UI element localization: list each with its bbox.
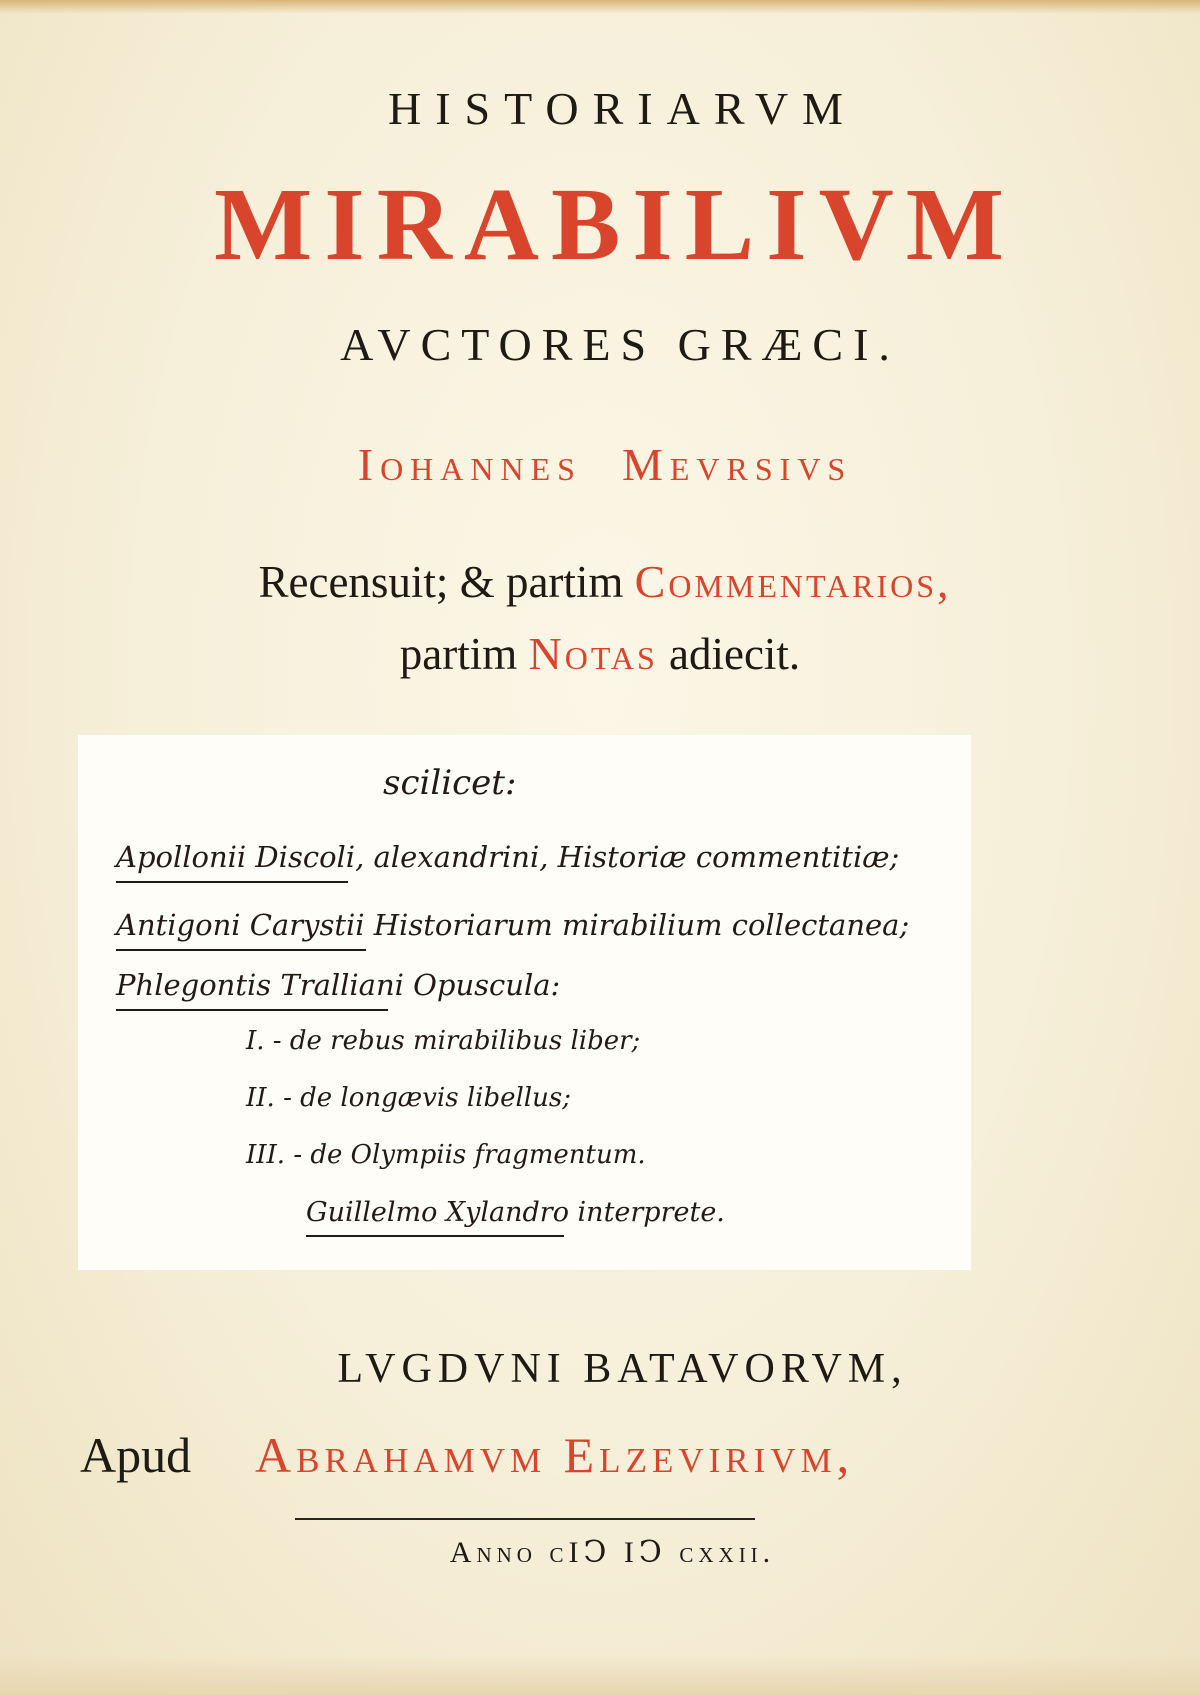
- handwritten-slip: [78, 735, 971, 1270]
- imprint-publisher: Abrahamvm Elzevirivm,: [255, 1427, 855, 1483]
- description-text-recensuit: Recensuit; & partim: [258, 557, 624, 607]
- imprint-year: Anno cIↃ IↃ cxxii.: [449, 1536, 776, 1569]
- underline-phlegon: [116, 1009, 388, 1011]
- imprint-rule: [295, 1518, 755, 1520]
- description-line-2: [0, 627, 1200, 680]
- underline-antigonus: [116, 949, 366, 951]
- description-text-partim: partim: [399, 629, 518, 679]
- author-first-name: Iohannes: [357, 439, 582, 490]
- imprint-apud: Apud: [80, 1427, 192, 1483]
- handwritten-line-de-longaevis: II. - de longævis libellus;: [246, 1083, 571, 1113]
- title-line-mirabilium: MIRABILIVM: [214, 167, 1016, 282]
- description-text-adiecit: adiecit.: [669, 629, 801, 679]
- handwritten-line-apollonius: Apollonii Discoli, alexandrini, Historiæ commentitiæ;: [116, 840, 900, 874]
- underline-apollonius: [116, 881, 348, 883]
- underline-xylander: [306, 1235, 564, 1237]
- handwritten-line-xylander: Guillelmo Xylandro interprete.: [306, 1197, 725, 1228]
- description-line-1: [10, 555, 1200, 608]
- imprint-place: LVGDVNI BATAVORVM,: [337, 1346, 908, 1392]
- handwritten-line-antigonus: Antigoni Carystii Historiarum mirabilium collectanea;: [116, 908, 910, 942]
- description-notas: Notas: [528, 628, 658, 679]
- handwritten-line-phlegon: Phlegontis Tralliani Opuscula:: [116, 968, 561, 1002]
- title-line-historiarum: HISTORIARVM: [388, 83, 857, 134]
- handwritten-line-de-rebus: I. - de rebus mirabilibus liber;: [246, 1026, 641, 1056]
- handwritten-line-de-olympiis: III. - de Olympiis fragmentum.: [246, 1140, 646, 1170]
- author-last-name: Mevrsivs: [621, 439, 853, 490]
- description-commentarios: Commentarios,: [634, 556, 952, 607]
- title-line-auctores: AVCTORES GRÆCI.: [340, 319, 900, 370]
- handwritten-heading: scilicet:: [383, 763, 517, 803]
- author-name: [10, 438, 1200, 491]
